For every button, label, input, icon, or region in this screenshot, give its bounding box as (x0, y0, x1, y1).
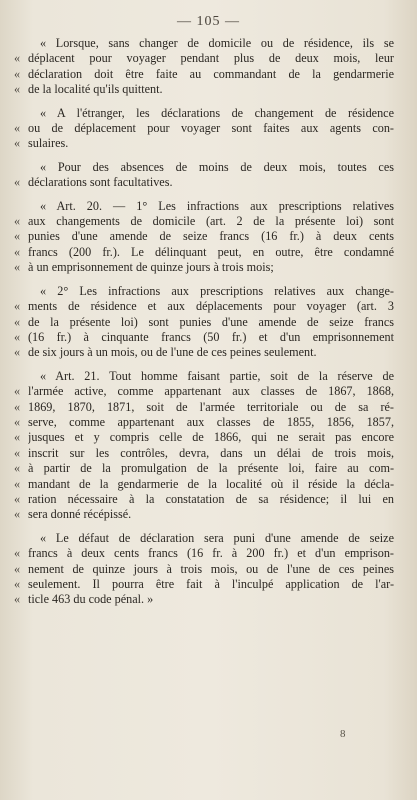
line-text: nement de quinze jours à trois mois, ou de l'une de ces peines (28, 561, 394, 576)
paragraph (14, 36, 394, 98)
line-text: (16 fr.) à cinquante francs (50 fr.) et d'un emprisonnement (28, 329, 394, 344)
text-line (14, 531, 394, 546)
line-text: francs à deux cents francs (16 fr. à 200 fr.) et d'un emprison- (28, 546, 394, 561)
paragraph (14, 160, 394, 191)
line-text: déclaration doit être faite au commandant de la gendarmerie (28, 66, 394, 81)
line-text: sera donné récépissé. (28, 507, 132, 522)
line-text: déclarations sont facultatives. (28, 175, 173, 190)
line-text: ments de résidence et aux déplacements pour voyager (art. 3 (28, 299, 394, 314)
quote-mark: « (14, 445, 21, 460)
line-text: inscrit sur les contrôles, devra, dans un délai de trois mois, (28, 445, 394, 460)
quote-mark: « (14, 314, 21, 329)
line-text: sulaires. (28, 136, 69, 151)
text-line (14, 106, 394, 121)
text-line (14, 245, 394, 260)
text-line (14, 199, 394, 214)
quote-mark: « (14, 577, 21, 591)
quote-mark: « (14, 546, 21, 561)
line-text: « Art. 21. Tout homme faisant partie, soit de la réserve de (40, 368, 394, 383)
line-text: à un emprisonnement de quinze jours à trois mois; (28, 260, 274, 275)
line-text: de six jours à un mois, ou de l'une de ces peines seulement. (28, 345, 317, 360)
quote-mark: « (14, 329, 21, 344)
paragraph (14, 369, 394, 523)
line-text: seulement. Il pourra être fait à l'inculpé application de l'ar- (28, 577, 394, 591)
line-text: 1869, 1870, 1871, soit de l'armée territoriale ou de sa ré- (28, 399, 394, 414)
line-text: « Le défaut de déclaration sera puni d'une amende de seize (40, 530, 394, 545)
line-text: de la présente loi) sont punies d'une amende de seize francs (28, 314, 394, 329)
text-line (14, 384, 394, 399)
text-line (14, 446, 394, 461)
paragraph (14, 284, 394, 361)
quote-mark: « (14, 384, 21, 399)
text-line (14, 577, 394, 592)
text-line (14, 430, 394, 445)
text-line (14, 82, 394, 97)
text-line (14, 461, 394, 476)
text-line (14, 36, 394, 51)
text-line (14, 477, 394, 492)
text-line (14, 214, 394, 229)
quote-mark: « (14, 66, 21, 81)
paragraph (14, 199, 394, 276)
text-line (14, 260, 394, 275)
text-line (14, 299, 394, 314)
line-text: serve, comme appartenant aux classes de 1855, 1856, 1857, (28, 414, 394, 429)
line-text: jusques et y compris celle de 1866, qui ne serait pas encore (28, 430, 394, 445)
quote-mark: « (14, 260, 21, 275)
text-line (14, 229, 394, 244)
quote-mark: « (14, 430, 21, 445)
signature-mark: 8 (340, 728, 346, 740)
text-line (14, 136, 394, 151)
text-line (14, 415, 394, 430)
document-body (14, 36, 394, 616)
paragraph (14, 531, 394, 608)
line-text: « Art. 20. — 1° Les infractions aux prescriptions relatives (40, 198, 394, 213)
quote-mark: « (14, 461, 21, 476)
text-line (14, 345, 394, 360)
line-text: déplacent pour voyager pendant plus de deux mois, leur (28, 51, 394, 66)
quote-mark: « (14, 175, 21, 190)
text-line (14, 67, 394, 82)
quote-mark: « (14, 476, 21, 491)
line-text: ration nécessaire à la constatation de sa résidence; il lui en (28, 491, 394, 506)
line-text: « A l'étranger, les déclarations de changement de résidence (40, 105, 394, 120)
line-text: punies d'une amende de seize francs (16 fr.) à deux cents (28, 229, 394, 244)
line-text: « Pour des absences de moins de deux mois, toutes ces (40, 159, 394, 174)
line-text: « Lorsque, sans changer de domicile ou de résidence, ils se (40, 36, 394, 50)
line-text: aux changements de domicile (art. 2 de la présente loi) sont (28, 214, 394, 229)
quote-mark: « (14, 414, 21, 429)
text-line (14, 562, 394, 577)
line-text: ticle 463 du code pénal. » (28, 592, 154, 607)
text-line (14, 315, 394, 330)
quote-mark: « (14, 399, 21, 414)
paragraph (14, 106, 394, 152)
text-line (14, 492, 394, 507)
text-line (14, 121, 394, 136)
quote-mark: « (14, 121, 21, 136)
text-line (14, 51, 394, 66)
line-text: « 2° Les infractions aux prescriptions relatives aux change- (40, 283, 394, 298)
text-line (14, 330, 394, 345)
text-line (14, 507, 394, 522)
line-text: à partir de la promulgation de la présente loi, faire au com- (28, 461, 394, 476)
quote-mark: « (14, 561, 21, 576)
text-line (14, 160, 394, 175)
text-line (14, 369, 394, 384)
line-text: francs (200 fr.). Le délinquant peut, en outre, être condamné (28, 244, 394, 259)
line-text: de la localité qu'ils quittent. (28, 82, 163, 97)
text-line (14, 546, 394, 561)
quote-mark: « (14, 244, 21, 259)
quote-mark: « (14, 299, 21, 314)
text-line (14, 592, 394, 607)
line-text: ou de déplacement pour voyager sont faites aux agents con- (28, 121, 394, 136)
quote-mark: « (14, 51, 21, 66)
text-line (14, 284, 394, 299)
quote-mark: « (14, 229, 21, 244)
line-text: mandant de la gendarmerie de la localité où il réside la décla- (28, 476, 394, 491)
line-text: l'armée active, comme appartenant aux classes de 1867, 1868, (28, 384, 394, 399)
text-line (14, 400, 394, 415)
quote-mark: « (14, 214, 21, 229)
page-number: — 105 — (177, 14, 240, 29)
text-line (14, 175, 394, 190)
quote-mark: « (14, 345, 21, 360)
quote-mark: « (14, 491, 21, 506)
quote-mark: « (14, 136, 21, 151)
quote-mark: « (14, 507, 21, 522)
quote-mark: « (14, 82, 21, 97)
quote-mark: « (14, 592, 21, 607)
